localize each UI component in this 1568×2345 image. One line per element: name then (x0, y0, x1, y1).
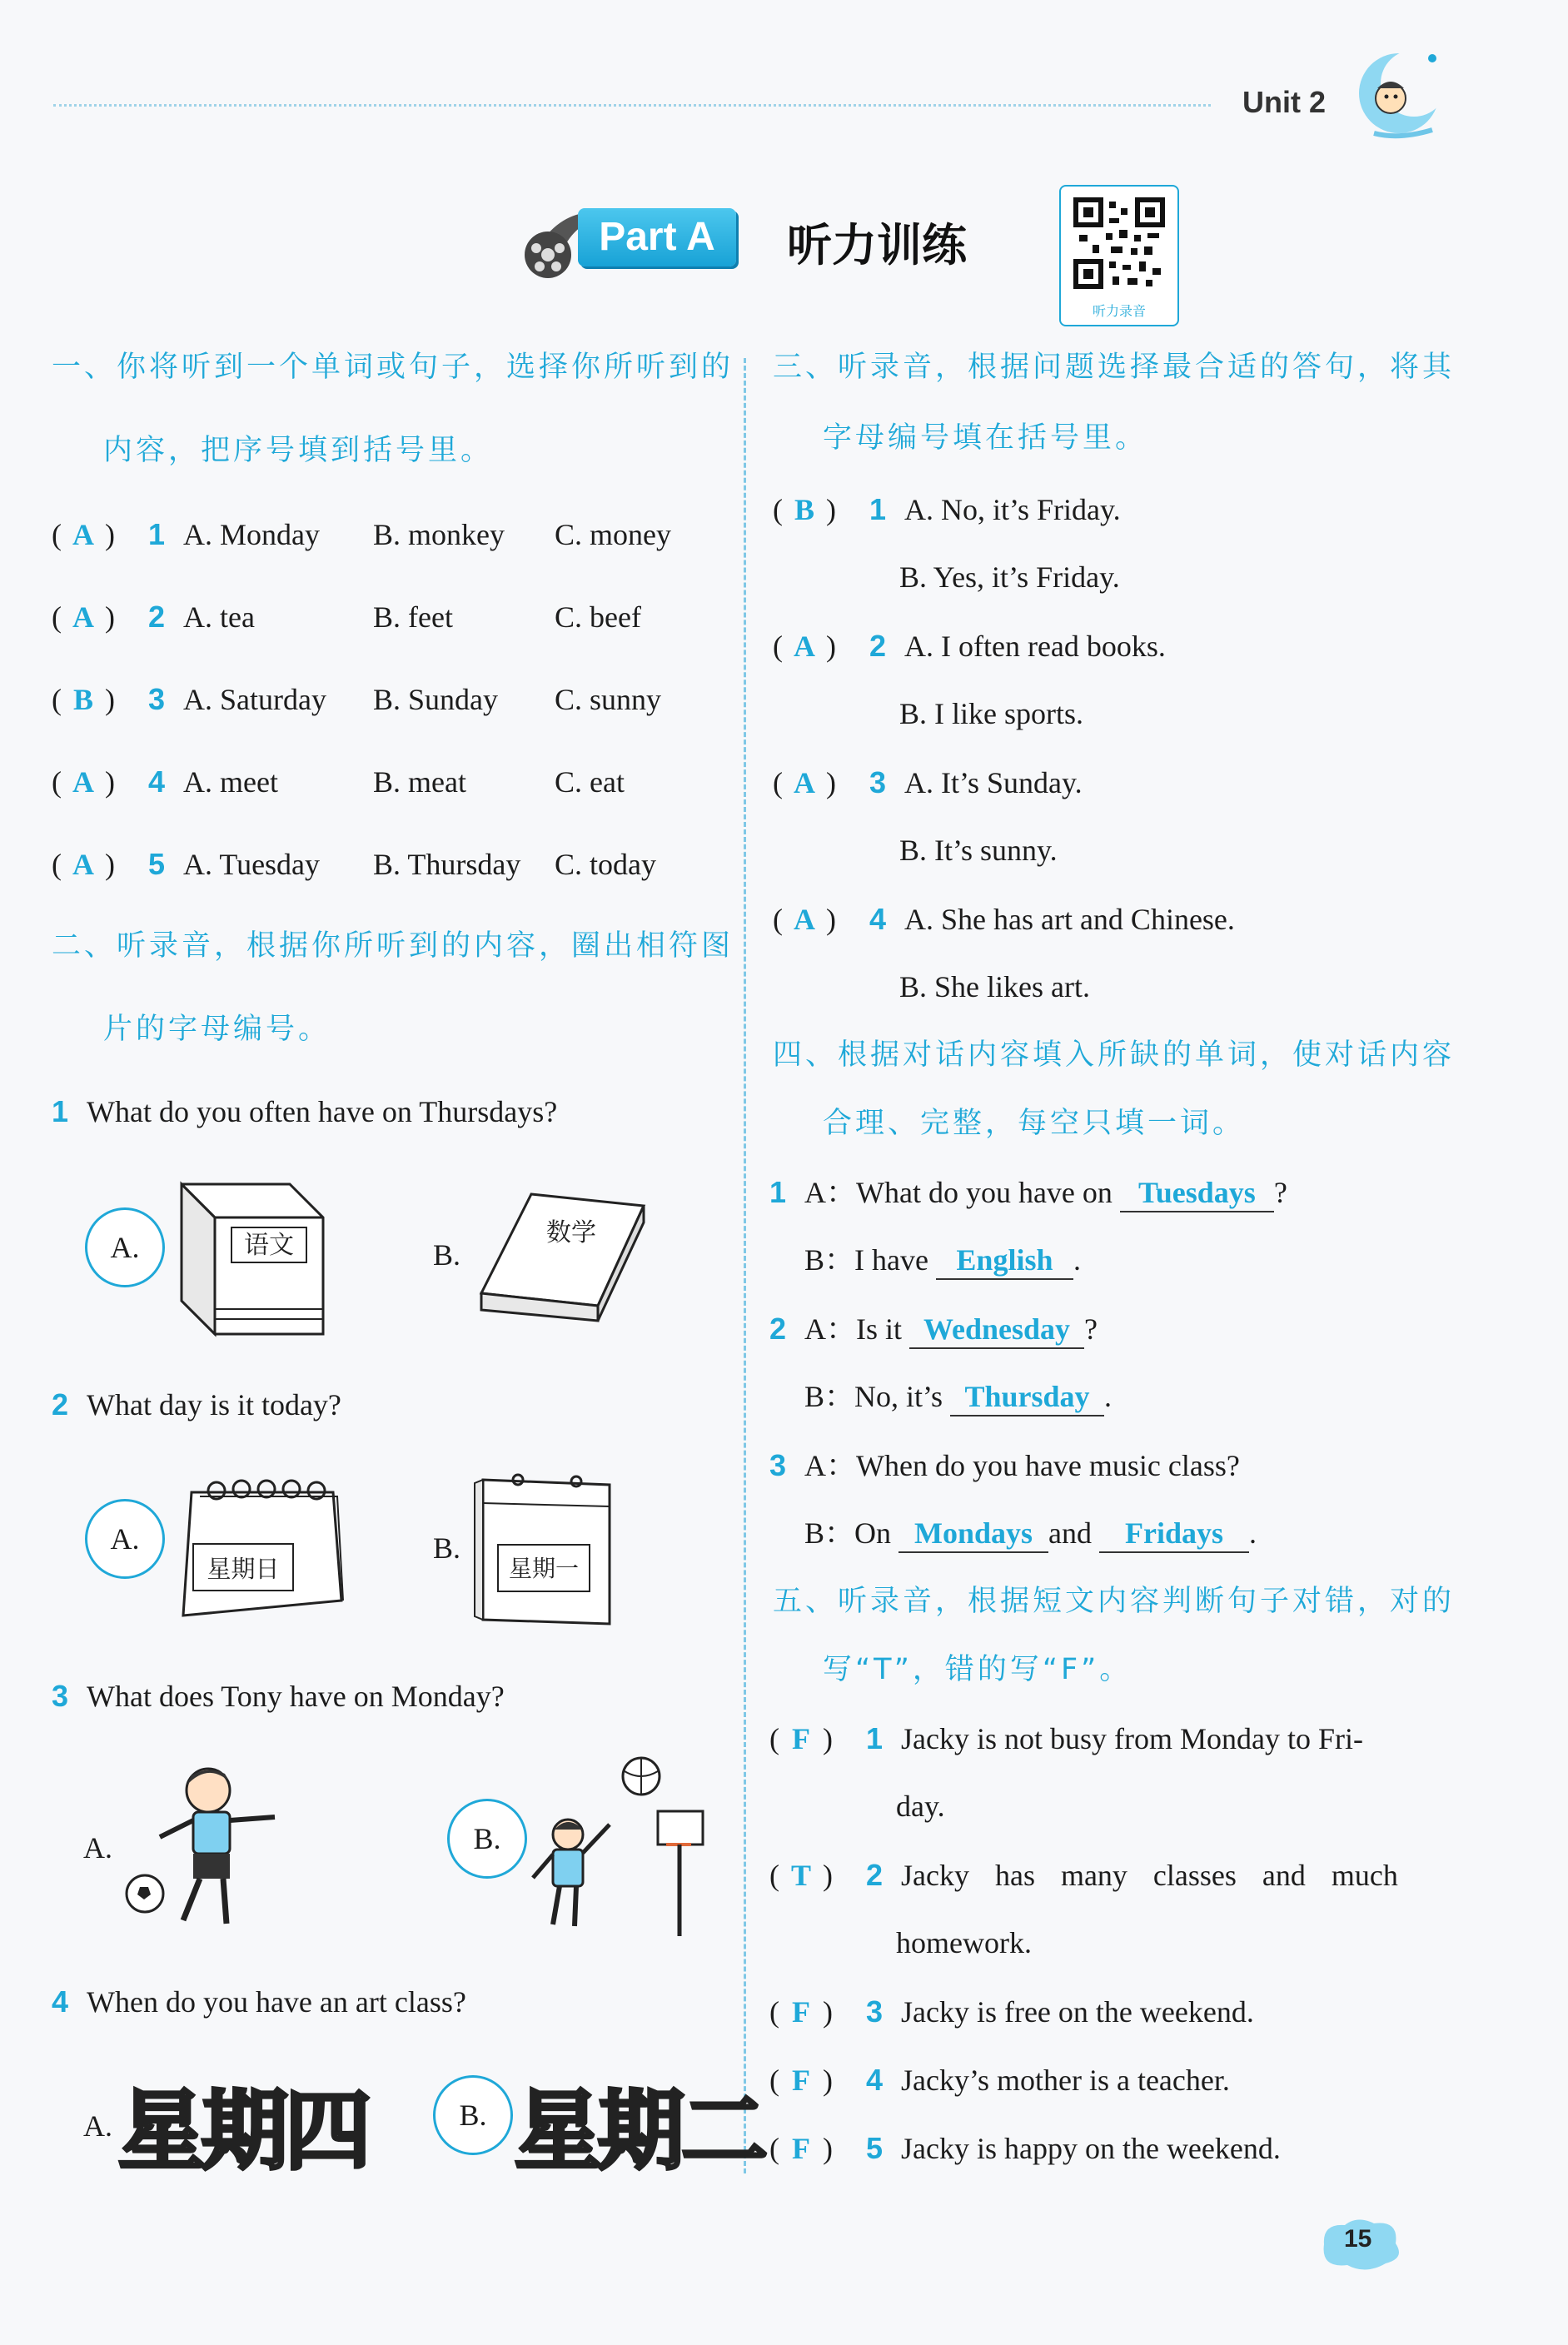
answer[interactable]: A (72, 765, 94, 799)
fill-blank[interactable]: Tuesdays (1120, 1175, 1274, 1212)
s3-item-b: B. Yes, it’s Friday. (899, 560, 1120, 594)
s4-d1-a: 1 A：What do you have on Tuesdays ? (769, 1174, 1287, 1212)
unit-label: Unit 2 (1242, 85, 1327, 119)
s4-heading-line1: 四、根据对话内容填入所缺的单词，使对话内容 (773, 1038, 1456, 1072)
s2-q4-option-a[interactable]: A. (83, 2109, 112, 2143)
math-book-icon (473, 1189, 648, 1322)
s2-q1: 1 What do you often have on Thursdays? (52, 1094, 558, 1128)
s1-heading-line2: 内容，把序号填到括号里。 (103, 434, 494, 467)
s2-heading-line1: 二、听录音，根据你所听到的内容，圈出相符图 (52, 929, 734, 963)
s4-d2-a: 2 A：Is it Wednesday ? (769, 1311, 1098, 1349)
s5-item: ( T ) 2 Jacky has many classes and much (769, 1857, 1398, 1894)
s5-item: ( F ) 5 Jacky is happy on the weekend. (769, 2130, 1281, 2167)
s3-item-b: B. She likes art. (899, 970, 1090, 1003)
answer[interactable]: A (794, 630, 815, 663)
s5-item: ( F ) 4 Jacky’s mother is a teacher. (769, 2062, 1230, 2099)
part-a-label: Part A (578, 208, 736, 266)
qr-code-icon (1073, 197, 1166, 290)
s5-item-cont: day. (896, 1790, 945, 1823)
calendar-a-label: 星期日 (207, 1555, 280, 1583)
answer[interactable]: B (72, 683, 93, 716)
s4-d1-b: B：I have English . (804, 1242, 1081, 1280)
s1-heading-line1: 一、你将听到一个单词或句子，选择你所听到的 (52, 351, 734, 384)
fill-blank[interactable]: Fridays (1099, 1516, 1249, 1553)
s2-heading-line2: 片的字母编号。 (103, 1013, 331, 1046)
answer[interactable]: A (72, 518, 94, 551)
answer[interactable]: F (792, 2132, 810, 2165)
answer[interactable]: B (794, 493, 814, 526)
s2-q4-option-b-circled[interactable]: B. (433, 2075, 513, 2155)
answer[interactable]: F (792, 1995, 810, 2029)
chinese-book-icon (165, 1176, 331, 1338)
s3-item: ( A ) 2 A. I often read books. (773, 628, 1166, 665)
s5-item: ( F ) 3 Jacky is free on the weekend. (769, 1994, 1254, 2030)
s2-q3: 3 What does Tony have on Monday? (52, 1679, 505, 1713)
book-a-label: 语文 (244, 1231, 294, 1260)
s5-heading-line2: 写“T”，错的写“F”。 (823, 1653, 1132, 1686)
calendar-monday-icon (468, 1470, 618, 1628)
answer[interactable]: A (72, 848, 94, 881)
s2-q1-option-a-circled[interactable]: A. (85, 1207, 165, 1287)
s3-item: ( B ) 1 A. No, it’s Friday. (773, 491, 1121, 528)
s1-item: ( B ) 3 A. Saturday B. Sunday C. sunny (52, 681, 661, 718)
s2-q1-option-b[interactable]: B. (433, 1238, 461, 1272)
answer[interactable]: A (794, 903, 815, 936)
qr-code-box[interactable] (1059, 185, 1179, 326)
calendar-sunday-icon (167, 1476, 350, 1621)
s5-item-cont: homework. (896, 1926, 1032, 1959)
s2-q4: 4 When do you have an art class? (52, 1984, 466, 2019)
s1-item: ( A ) 5 A. Tuesday B. Thursday C. today (52, 846, 656, 883)
boy-playing-football-icon (117, 1757, 316, 1940)
s3-item-b: B. It’s sunny. (899, 834, 1058, 867)
boy-playing-basketball-icon (516, 1753, 716, 1944)
s2-q2: 2 What day is it today? (52, 1387, 341, 1421)
fill-blank[interactable]: Thursday (950, 1379, 1104, 1416)
s1-item: ( A ) 1 A. Monday B. monkey C. money (52, 516, 671, 553)
s1-item: ( A ) 2 A. tea B. feet C. beef (52, 599, 641, 635)
answer[interactable]: A (794, 766, 815, 799)
answer[interactable]: F (792, 1722, 810, 1755)
fill-blank[interactable]: English (936, 1242, 1073, 1280)
s3-item: ( A ) 3 A. It’s Sunday. (773, 764, 1083, 801)
s3-heading-line2: 字母编号填在括号里。 (823, 421, 1148, 455)
s2-q3-option-b-circled[interactable]: B. (447, 1799, 527, 1879)
s3-heading-line1: 三、听录音，根据问题选择最合适的答句，将其 (773, 351, 1456, 384)
s3-item-b: B. I like sports. (899, 697, 1083, 730)
s2-q2-option-a-circled[interactable]: A. (85, 1499, 165, 1579)
qr-label: 听力录音 (1092, 303, 1146, 319)
s5-heading-line1: 五、听录音，根据短文内容判断句子对错，对的 (773, 1585, 1456, 1618)
s4-d3-b: B：On Mondays and Fridays . (804, 1516, 1257, 1553)
tuesday-word-outlined: 星期二 (515, 2080, 765, 2182)
calendar-b-label: 星期一 (508, 1555, 580, 1582)
part-a-banner (518, 198, 743, 281)
s4-d2-b: B：No, it’s Thursday . (804, 1379, 1112, 1416)
answer[interactable]: A (72, 600, 94, 634)
s5-item: ( F ) 1 Jacky is not busy from Monday to Fri- (769, 1720, 1363, 1757)
answer[interactable]: F (792, 2064, 810, 2097)
s2-q3-option-a[interactable]: A. (83, 1831, 112, 1865)
fill-blank[interactable]: Mondays (898, 1516, 1048, 1553)
answer[interactable]: T (790, 1859, 811, 1892)
moon-mascot-icon (1341, 33, 1457, 150)
s3-item: ( A ) 4 A. She has art and Chinese. (773, 901, 1235, 938)
fill-blank[interactable]: Wednesday (909, 1312, 1084, 1349)
s4-d3-a: 3 A：When do you have music class? (769, 1448, 1240, 1482)
page-number: 15 (1344, 2225, 1372, 2253)
book-b-label: 数学 (546, 1218, 596, 1247)
header-rule (53, 104, 1211, 107)
s2-q2-option-b[interactable]: B. (433, 1531, 461, 1565)
s4-heading-line2: 合理、完整，每空只填一词。 (823, 1107, 1246, 1140)
column-divider (744, 358, 746, 2173)
thursday-word-outlined: 星期四 (118, 2080, 369, 2182)
s1-item: ( A ) 4 A. meet B. meat C. eat (52, 764, 625, 800)
section-title: 听力训练 (787, 219, 967, 271)
